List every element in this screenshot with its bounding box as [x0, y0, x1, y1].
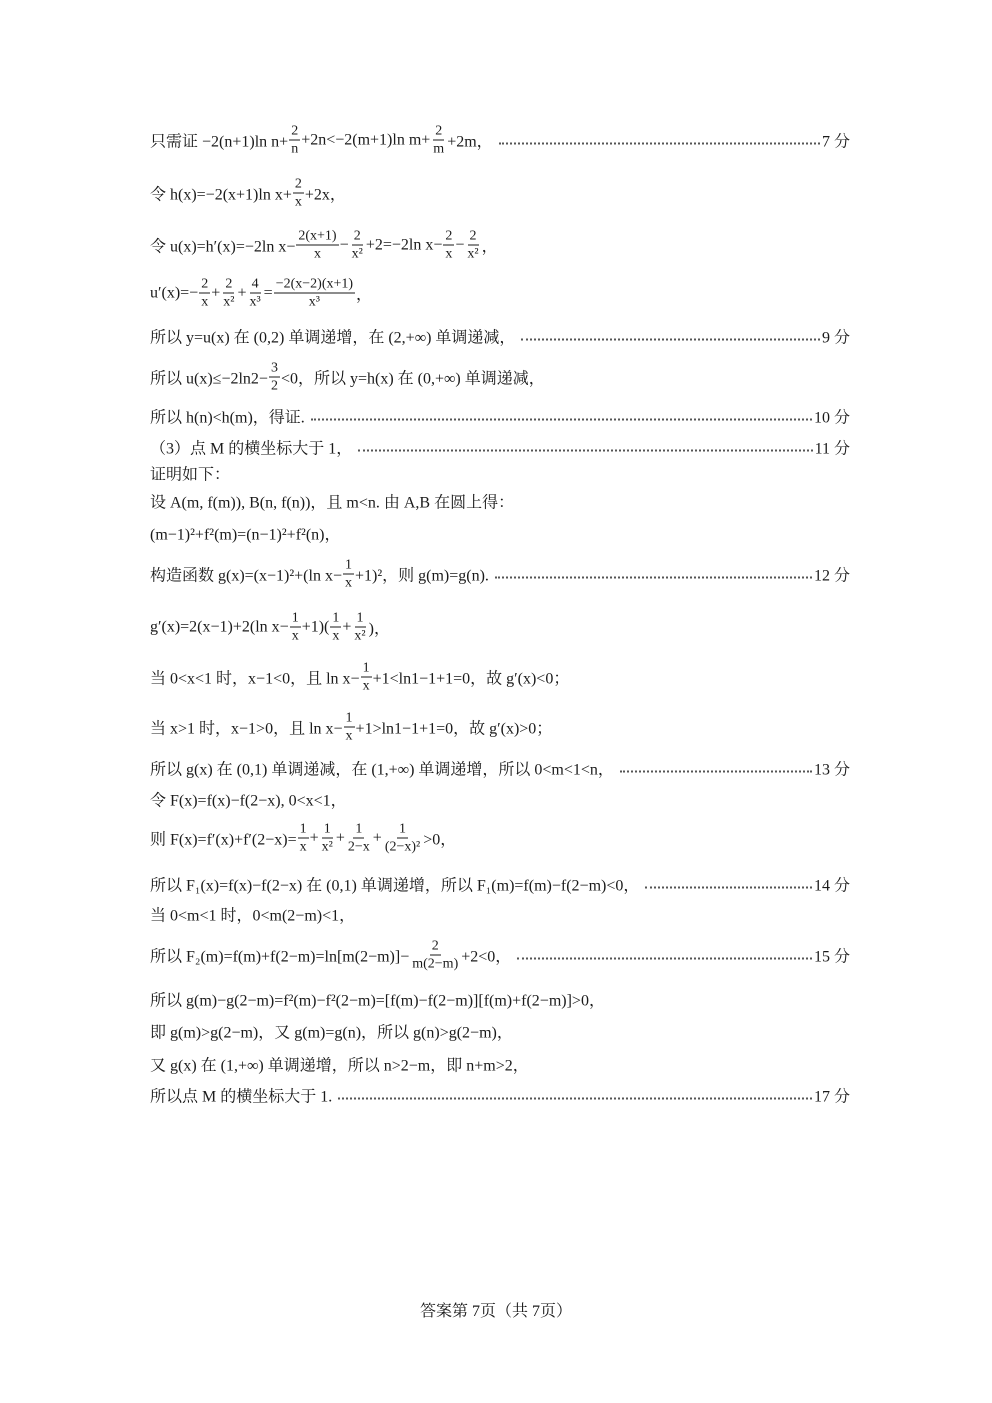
text-segment: +2=−2ln x− [365, 236, 443, 253]
text-segment: + [342, 618, 352, 635]
text-segment: 所以 u(x)≤−2ln2− [150, 370, 268, 388]
fraction-denominator: x² [223, 294, 235, 310]
text-segment: u′(x)=− [150, 284, 199, 301]
text-segment: 所以 F₁(x)=f(x)−f(2−x) 在 (0,1) 单调递增，所以 F₁(m)=f(m)−f(2−m)<0， [150, 877, 640, 895]
fraction [343, 557, 354, 592]
score-label: 13 分 [813, 761, 850, 779]
fraction [221, 276, 236, 311]
fraction-numerator: 1 [399, 821, 407, 837]
fraction-numerator: 2 [435, 123, 443, 139]
fraction [290, 610, 301, 645]
fraction [383, 821, 422, 856]
dotted-leader [338, 1097, 812, 1099]
fraction-numerator: 4 [251, 276, 259, 292]
text-line [150, 436, 850, 459]
fraction-numerator: 2 [431, 938, 439, 954]
fraction-numerator: 1 [355, 821, 363, 837]
text-line [150, 123, 850, 158]
fraction-denominator: x [313, 246, 321, 262]
text-segment: 所以 y=u(x) 在 (0,2) 单调递增，在 (2,+∞) 单调递减， [150, 329, 516, 347]
fraction-denominator: x [294, 194, 302, 210]
fraction-numerator: 1 [344, 557, 352, 573]
text-line [150, 276, 850, 311]
text-segment: 当 0<m<1 时，0<m(2−m)<1， [150, 907, 356, 925]
text-segment: 即 g(m)>g(2−m)，又 g(m)=g(n)，所以 g(n)>g(2−m)， [150, 1024, 513, 1042]
fraction-denominator: x [445, 246, 453, 262]
fraction [410, 938, 460, 973]
text-line [150, 1084, 850, 1107]
fraction [431, 123, 446, 158]
text-segment: +1>ln1−1+1=0，故 g′(x)>0； [355, 720, 553, 738]
fraction-numerator: 1 [332, 610, 340, 626]
text-segment: 构造函数 g(x)=(x−1)²+(ln x− [150, 567, 342, 585]
score-label: 14 分 [813, 877, 850, 895]
text-line [150, 710, 850, 745]
text-segment: +2m， [447, 133, 493, 151]
score-label: 11 分 [814, 440, 850, 458]
text-segment: (m−1)²+f²(m)=(n−1)²+f²(n)， [150, 526, 341, 544]
dotted-leader [517, 957, 812, 959]
text-segment: +1<ln1−1+1=0，故 g′(x)<0； [372, 670, 570, 688]
text-segment: 所以 g(x) 在 (0,1) 单调递减，在 (1,+∞) 单调递增，所以 0<m<1<n， [150, 761, 614, 779]
text-segment: 令 u(x)=h′(x)=−2ln x− [150, 238, 296, 256]
text-segment: 所以 F₂(m)=f(m)+f(2−m)=ln[m(2−m)]− [150, 948, 410, 966]
text-line [150, 788, 850, 811]
fraction-numerator: 1 [299, 821, 307, 837]
text-segment: + [372, 829, 382, 846]
fraction [274, 276, 355, 311]
text-segment: 令 h(x)=−2(x+1)ln x+ [150, 186, 292, 204]
text-segment: 证明如下： [150, 466, 231, 484]
score-label: 7 分 [821, 133, 850, 151]
fraction-numerator: 1 [362, 660, 370, 676]
fraction [320, 821, 335, 856]
text-segment: 所以点 M 的横坐标大于 1. [150, 1088, 333, 1106]
text-line [150, 1053, 850, 1076]
fraction-denominator: x [201, 294, 209, 310]
text-segment: 设 A(m, f(m)), B(n, f(n))，且 m<n. 由 A,B 在圆上得： [150, 494, 515, 512]
text-segment: +1)²，则 g(m)=g(n). [354, 567, 489, 585]
fraction-denominator: 2 [270, 378, 278, 394]
text-segment: （3）点 M 的横坐标大于 1， [150, 440, 353, 458]
text-line [150, 176, 850, 211]
fraction-denominator: (2−x)² [384, 839, 421, 855]
text-segment: ， [481, 238, 498, 256]
fraction-denominator: m [433, 141, 445, 157]
fraction [289, 123, 300, 158]
text-segment: + [309, 829, 319, 846]
fraction-numerator: 1 [356, 610, 364, 626]
text-segment: − [339, 236, 349, 253]
fraction-numerator: 2 [445, 228, 453, 244]
text-segment: − [455, 236, 465, 253]
dotted-leader [521, 338, 820, 340]
fraction-denominator: 2−x [347, 839, 370, 855]
fraction-numerator: 1 [291, 610, 299, 626]
text-line [150, 462, 850, 485]
fraction [298, 821, 309, 856]
text-line [150, 325, 850, 348]
text-line [150, 228, 850, 263]
text-segment: g′(x)=2(x−1)+2(ln x− [150, 618, 289, 635]
fraction [296, 228, 338, 263]
fraction [465, 228, 480, 263]
fraction-denominator: x [291, 628, 299, 644]
fraction [247, 276, 262, 311]
score-label: 10 分 [813, 409, 850, 427]
text-line [150, 821, 850, 856]
text-segment: + [211, 284, 221, 301]
fraction-denominator: x [362, 678, 370, 694]
fraction [293, 176, 304, 211]
text-segment: 当 0<x<1 时，x−1<0，且 ln x− [150, 670, 360, 688]
text-segment: +2n<−2(m+1)ln m+ [301, 131, 431, 148]
text-segment: 所以 h(n)<h(m)，得证. [150, 409, 305, 427]
fraction-numerator: −2(x−2)(x+1) [275, 276, 354, 292]
fraction-numerator: 2 [201, 276, 209, 292]
score-label: 15 分 [813, 948, 850, 966]
fraction [330, 610, 341, 645]
fraction [361, 660, 372, 695]
fraction-numerator: 2 [469, 228, 477, 244]
fraction [352, 610, 367, 645]
fraction-denominator: x² [351, 246, 363, 262]
text-segment: 令 F(x)=f(x)−f(2−x), 0<x<1， [150, 792, 347, 810]
text-line [150, 557, 850, 592]
dotted-leader [495, 576, 812, 578]
text-segment: 则 F(x)=f′(x)+f′(2−x)= [150, 831, 297, 849]
text-segment: <0，所以 y=h(x) 在 (0,+∞) 单调递减， [280, 370, 545, 388]
fraction-numerator: 2 [353, 228, 361, 244]
text-line [150, 903, 850, 926]
fraction-denominator: x [332, 628, 340, 644]
fraction [346, 821, 372, 856]
text-segment: + [237, 284, 247, 301]
fraction-denominator: x³ [308, 294, 320, 310]
fraction-numerator: 3 [270, 360, 278, 376]
text-segment: +1)( [301, 618, 330, 635]
text-line [150, 660, 850, 695]
fraction-denominator: x [299, 839, 307, 855]
text-segment: 当 x>1 时，x−1>0，且 ln x− [150, 720, 343, 738]
fraction-numerator: 2 [225, 276, 233, 292]
fraction-denominator: x² [321, 839, 333, 855]
fraction-denominator: x [345, 728, 353, 744]
dotted-leader [311, 418, 812, 420]
fraction-denominator: n [291, 141, 299, 157]
dotted-leader [620, 770, 812, 772]
text-line [150, 938, 850, 973]
fraction-denominator: m(2−m) [412, 956, 459, 972]
fraction-numerator: 1 [345, 710, 353, 726]
text-line [150, 873, 850, 896]
dotted-leader [358, 449, 812, 451]
fraction-denominator: x² [467, 246, 479, 262]
score-label: 12 分 [813, 567, 850, 585]
fraction-numerator: 2 [294, 176, 302, 192]
text-segment: 所以 g(m)−g(2−m)=f²(m)−f²(2−m)=[f(m)−f(2−m)][f(m)+f(2−m)]>0， [150, 992, 605, 1010]
score-label: 9 分 [821, 329, 850, 347]
text-segment: 只需证 −2(n+1)ln n+ [150, 133, 289, 151]
text-segment: )， [368, 620, 390, 638]
fraction-denominator: x [344, 575, 352, 591]
text-line [150, 1020, 850, 1043]
text-line [150, 490, 850, 513]
text-segment: = [263, 284, 273, 301]
fraction [344, 710, 355, 745]
text-segment: + [335, 829, 345, 846]
text-segment: +2<0， [461, 948, 512, 966]
text-segment: 又 g(x) 在 (1,+∞) 单调递增，所以 n>2−m，即 n+m>2， [150, 1057, 529, 1075]
text-line [150, 757, 850, 780]
text-segment: >0， [423, 831, 457, 849]
text-line [150, 360, 850, 395]
text-line [150, 610, 850, 645]
page-footer: 答案第 7页（共 7页） [419, 1303, 572, 1320]
text-line [150, 522, 850, 545]
text-segment: ， [356, 286, 373, 304]
text-line [150, 405, 850, 428]
fraction [269, 360, 280, 395]
dotted-leader [645, 886, 812, 888]
fraction [350, 228, 365, 263]
fraction-denominator: x³ [249, 294, 261, 310]
fraction-denominator: x² [354, 628, 366, 644]
score-label: 17 分 [813, 1088, 850, 1106]
text-line [150, 988, 850, 1011]
dotted-leader [499, 142, 820, 144]
fraction [443, 228, 454, 263]
fraction-numerator: 2(x+1) [298, 228, 337, 244]
fraction-numerator: 1 [323, 821, 331, 837]
text-segment: +2x， [304, 186, 346, 204]
fraction-numerator: 2 [291, 123, 299, 139]
fraction [199, 276, 210, 311]
